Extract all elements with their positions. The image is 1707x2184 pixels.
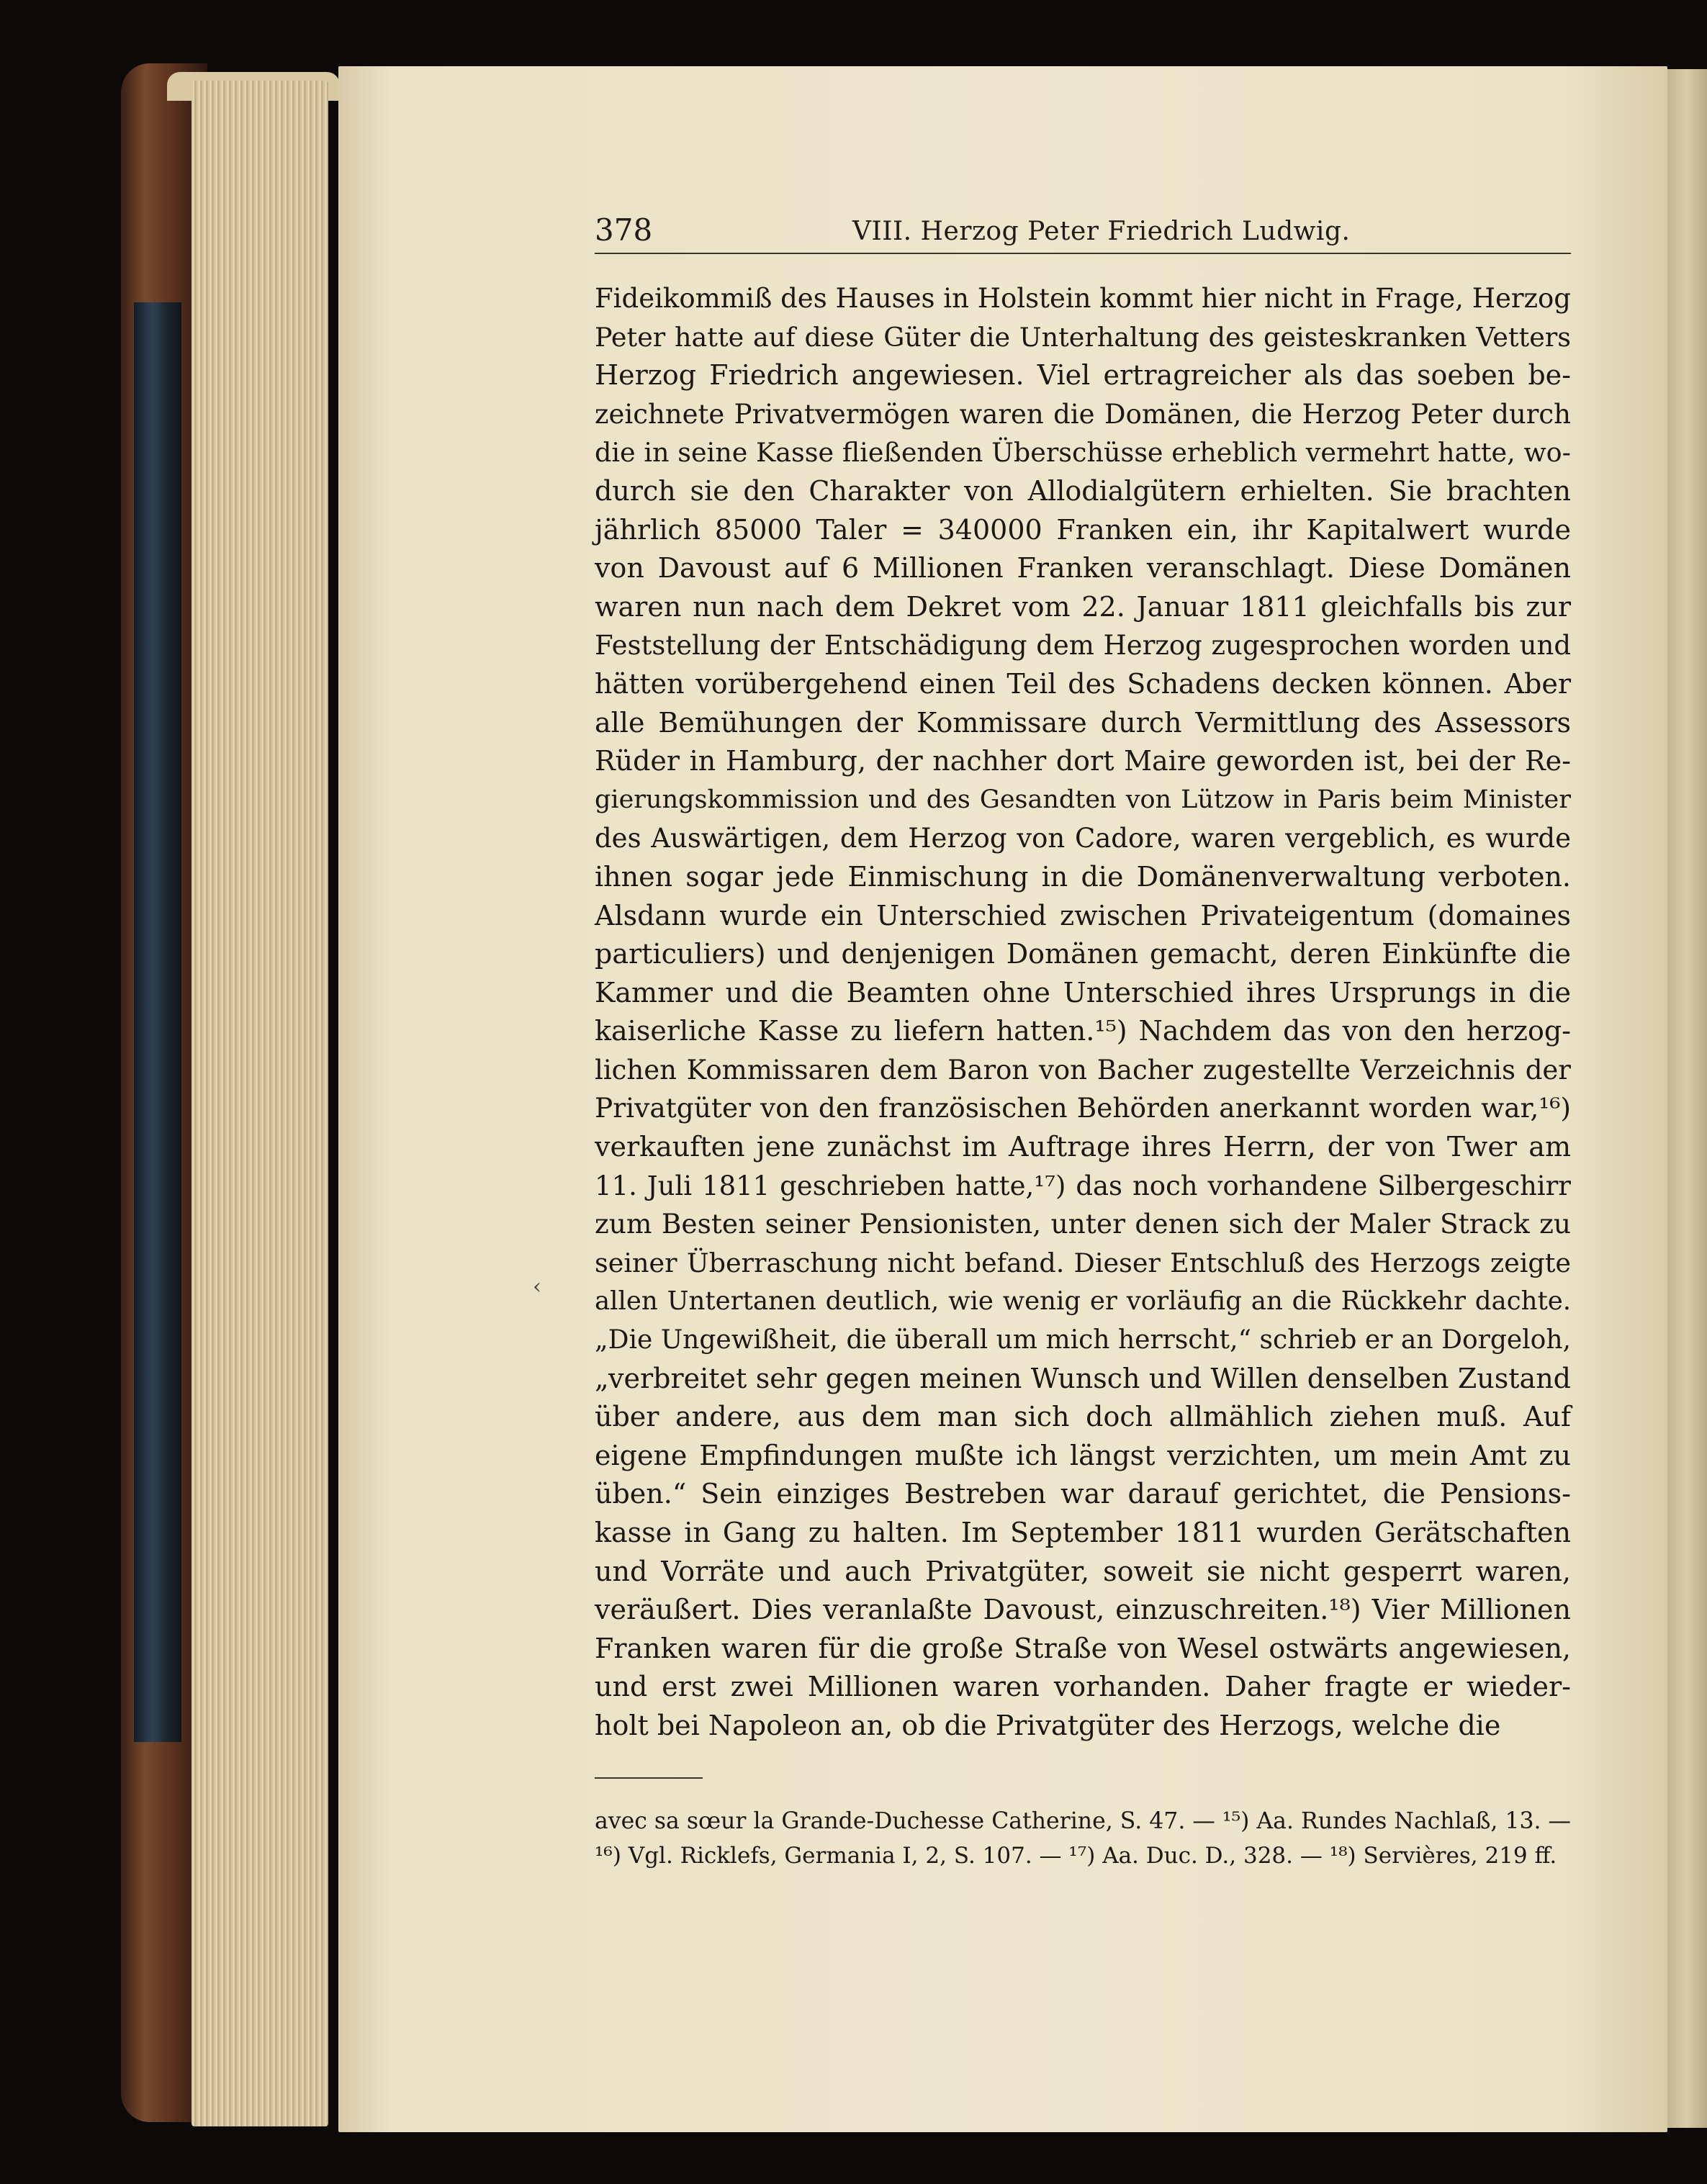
text-line: particuliers) und denjenigen Domänen gemacht, deren Einkünfte die <box>595 938 1571 970</box>
text-line: Alsdann wurde ein Unterschied zwischen Privateigentum (domaines <box>595 899 1571 931</box>
text-line: gierungskommission und des Gesandten von Lützow in Paris beim Minister <box>595 785 1571 814</box>
text-line: holt bei Napoleon an, ob die Privatgüter des Herzogs, welche die <box>595 1709 1501 1741</box>
header-rule <box>595 253 1571 254</box>
text-line: Rüder in Hamburg, der nachher dort Maire geworden ist, bei der Re- <box>595 745 1571 777</box>
text-line: des Auswärtigen, dem Herzog von Cadore, waren vergeblich, es wurde <box>595 823 1571 854</box>
footnote-line: ¹⁶) Vgl. Ricklefs, Germania I, 2, S. 107. — ¹⁷) Aa. Duc. D., 328. — ¹⁸) Servières, 219 ff. <box>595 1843 1557 1869</box>
text-line: Franken waren für die große Straße von Wesel ostwärts angewiesen, <box>595 1632 1571 1664</box>
footnotes <box>595 1804 1571 1873</box>
text-line: veräußert. Dies veranlaßte Davoust, einzuschreiten.¹⁸) Vier Millionen <box>595 1594 1571 1626</box>
body-text <box>595 279 1571 1746</box>
text-line: Herzog Friedrich angewiesen. Viel ertragreicher als das soeben be- <box>595 359 1571 392</box>
footnote-rule <box>595 1777 703 1779</box>
footnote-line: avec sa sœur la Grande-Duchesse Catherine, S. 47. — ¹⁵) Aa. Rundes Nachlaß, 13. — <box>595 1808 1572 1834</box>
text-line: waren nun nach dem Dekret vom 22. Januar 1811 gleichfalls bis zur <box>595 590 1571 623</box>
text-line: durch sie den Charakter von Allodialgütern erhielten. Sie brachten <box>595 474 1571 507</box>
text-line: „verbreitet sehr gegen meinen Wunsch und Willen denselben Zustand <box>595 1362 1571 1394</box>
text-line: üben.“ Sein einziges Bestreben war darauf gerichtet, die Pensions- <box>595 1478 1571 1510</box>
text-line: zum Besten seiner Pensionisten, unter denen sich der Maler Strack zu <box>595 1208 1571 1240</box>
adjacent-page-edge <box>1666 69 1707 2128</box>
text-line: eigene Empfindungen mußte ich längst verzichten, um mein Amt zu <box>595 1439 1571 1471</box>
text-line: über andere, aus dem man sich doch allmählich ziehen muß. Auf <box>595 1401 1571 1433</box>
text-line: und Vorräte und auch Privatgüter, soweit sie nicht gesperrt waren, <box>595 1555 1571 1587</box>
page-header <box>595 210 1571 251</box>
text-line: verkauften jene zunächst im Auftrage ihres Herrn, der von Twer am <box>595 1131 1571 1163</box>
text-line: von Davoust auf 6 Millionen Franken veranschlagt. Diese Domänen <box>595 552 1571 585</box>
text-line: jährlich 85000 Taler = 340000 Franken ein, ihr Kapitalwert wurde <box>595 513 1571 546</box>
text-line: die in seine Kasse fließenden Überschüsse erheblich vermehrt hatte, wo- <box>595 437 1571 469</box>
text-line: Kammer und die Beamten ohne Unterschied ihres Ursprungs in die <box>595 976 1571 1008</box>
text-line: allen Untertanen deutlich, wie wenig er vorläufig an die Rückkehr dachte. <box>595 1286 1571 1317</box>
margin-tick-mark: ‹ <box>533 1274 541 1299</box>
text-line: alle Bemühungen der Kommissare durch Vermittlung des Assessors <box>595 706 1571 739</box>
page-number: 378 <box>595 212 653 248</box>
text-line: 11. Juli 1811 geschrieben hatte,¹⁷) das noch vorhandene Silbergeschirr <box>595 1170 1571 1201</box>
text-line: kaiserliche Kasse zu liefern hatten.¹⁵) Nachdem das von den herzog- <box>595 1015 1571 1047</box>
text-line: lichen Kommissaren dem Baron von Bacher zugestellte Verzeichnis der <box>595 1054 1571 1086</box>
text-line: Feststellung der Entschädigung dem Herzog zugesprochen worden und <box>595 630 1571 662</box>
text-line: und erst zwei Millionen waren vorhanden. Daher fragte er wieder- <box>595 1671 1571 1703</box>
text-line: seiner Überraschung nicht befand. Dieser Entschluß des Herzogs zeigte <box>595 1247 1571 1278</box>
text-line: hätten vorübergehend einen Teil des Schadens decken können. Aber <box>595 667 1571 700</box>
text-line: Privatgüter von den französischen Behörden anerkannt worden war,¹⁶) <box>595 1092 1571 1124</box>
spine-cloth-binding <box>134 302 181 1742</box>
text-line: „Die Ungewißheit, die überall um mich herrscht,“ schrieb er an Dorgeloh, <box>595 1325 1571 1355</box>
text-line: Peter hatte auf diese Güter die Unterhaltung des geisteskranken Vetters <box>595 321 1571 353</box>
running-head: VIII. Herzog Peter Friedrich Ludwig. <box>852 217 1351 246</box>
text-line: ihnen sogar jede Einmischung in die Domänenverwaltung verboten. <box>595 860 1571 893</box>
text-line: kasse in Gang zu halten. Im September 1811 wurden Gerätschaften <box>595 1517 1571 1548</box>
text-line: Fideikommiß des Hauses in Holstein kommt hier nicht in Frage, Herzog <box>595 283 1571 314</box>
page-stack-edge <box>192 81 328 2126</box>
text-line: zeichnete Privatvermögen waren die Domänen, die Herzog Peter durch <box>595 398 1571 430</box>
